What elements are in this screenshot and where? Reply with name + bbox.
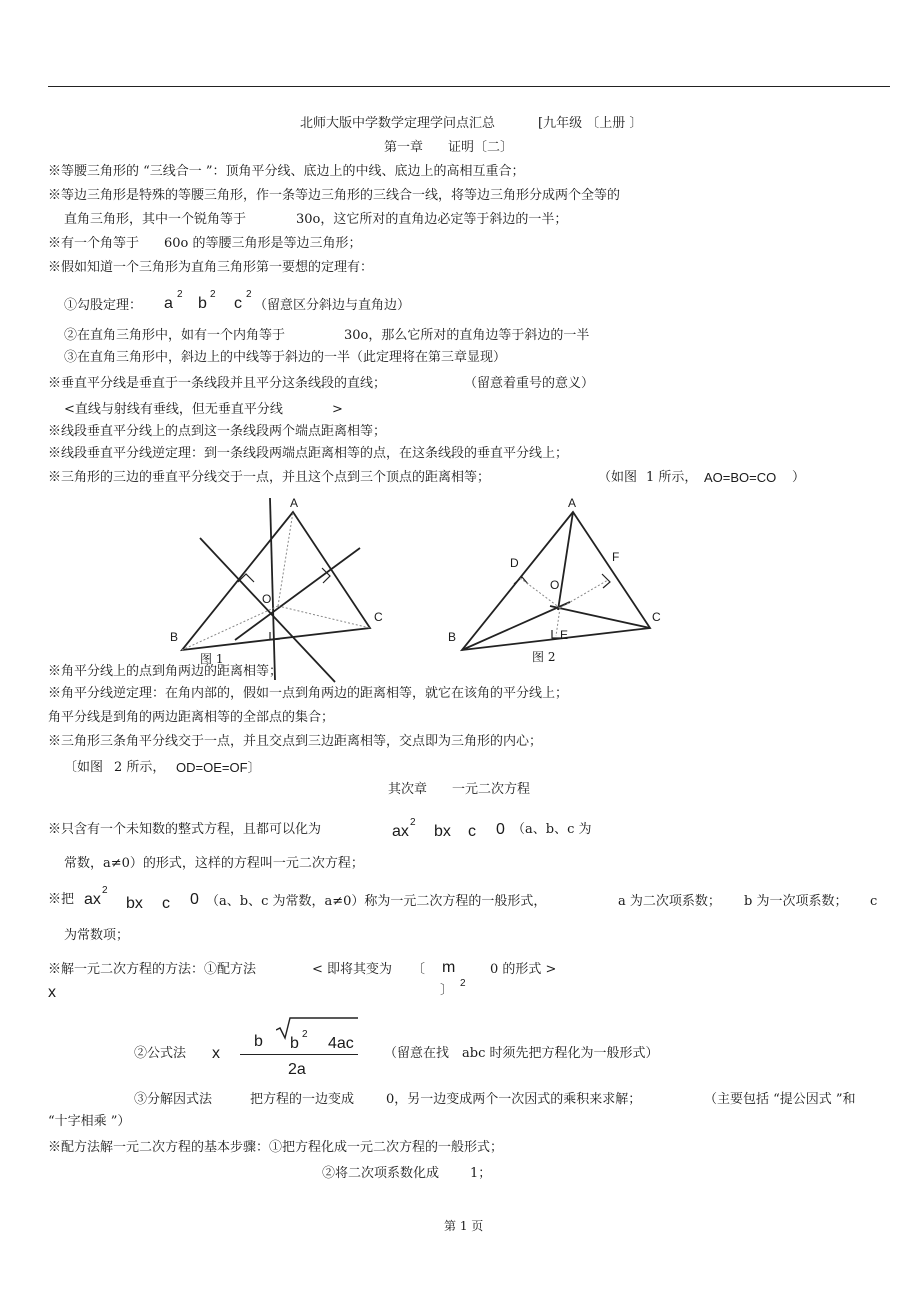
text-line: ※角平分线上的点到角两边的距离相等； bbox=[48, 664, 283, 679]
text-line: ※有一个角等于 bbox=[48, 236, 140, 251]
text-line: 1； bbox=[470, 1166, 492, 1181]
vertex-label-a: A bbox=[568, 496, 577, 510]
segment-bo bbox=[182, 606, 278, 650]
formula-numerator-b: b bbox=[254, 1033, 263, 1050]
formula-c: c bbox=[162, 895, 170, 912]
segment-co bbox=[278, 606, 370, 628]
text-line: 30o，这它所对的直角边必定等于斜边的一半； bbox=[296, 212, 568, 227]
text-line: 把方程的一边变成 bbox=[250, 1092, 355, 1107]
text-line: abc 时须先把方程化为一般形式） bbox=[462, 1046, 659, 1061]
text-line: ③分解因式法 bbox=[134, 1092, 213, 1107]
center-label-o: O bbox=[262, 592, 272, 606]
text-line: ③在直角三角形中，斜边上的中线等于斜边的一半（此定理将在第三章显现） bbox=[64, 350, 507, 365]
text-line: 0，另一边变成两个一次因式的乘积来求解； bbox=[386, 1092, 642, 1107]
triangle-abc bbox=[182, 512, 370, 650]
formula-a: a bbox=[164, 295, 173, 312]
text-line: < 即将其变为 bbox=[312, 962, 393, 977]
text-line: 直角三角形，其中一个锐角等于 bbox=[64, 212, 247, 227]
formula-c: c bbox=[234, 295, 242, 312]
chapter1-heading-b: 证明〔二〕 bbox=[448, 140, 514, 155]
text-line: 〕 bbox=[440, 983, 454, 998]
formula-b: b bbox=[198, 295, 207, 312]
formula-exponent: 2 bbox=[246, 289, 252, 300]
figure-2 bbox=[440, 490, 680, 670]
formula-zero: 0 bbox=[496, 821, 505, 838]
text-line: 1 所示， bbox=[646, 470, 698, 485]
vertex-label-b: B bbox=[170, 630, 179, 644]
vertex-label-c: C bbox=[652, 610, 661, 624]
formula-exponent: 2 bbox=[302, 1029, 308, 1040]
page-number: 第 1 页 bbox=[444, 1219, 484, 1233]
text-line: <直线与射线有垂线，但无垂直平分线 bbox=[64, 402, 283, 417]
text-line: ※配方法解一元二次方程的基本步骤：①把方程化成一元二次方程的一般形式； bbox=[48, 1140, 504, 1155]
text-line: “十字相乘 ”） bbox=[48, 1114, 131, 1129]
formula-x: x bbox=[48, 984, 56, 1001]
header-rule bbox=[48, 86, 890, 87]
text-line: OD=OE=OF〕 bbox=[176, 760, 261, 775]
formula-exponent: 2 bbox=[177, 289, 183, 300]
formula-bx: bx bbox=[126, 895, 143, 912]
method-label: ②公式法 bbox=[134, 1046, 187, 1061]
formula-4ac: 4ac bbox=[328, 1035, 354, 1052]
text-line: ※假如知道一个三角形为直角三角形第一要想的定理有： bbox=[48, 260, 374, 275]
right-angle-mark bbox=[514, 577, 528, 584]
text-line: ②将二次项系数化成 bbox=[322, 1166, 440, 1181]
chapter2-heading-b: 一元二次方程 bbox=[452, 782, 531, 797]
formula-2a: 2a bbox=[288, 1061, 306, 1078]
text-line: ②在直角三角形中，如有一个内角等于 bbox=[64, 328, 286, 343]
formula-ax: ax bbox=[84, 891, 101, 908]
formula-bx: bx bbox=[434, 823, 451, 840]
segment-of bbox=[560, 580, 608, 608]
text-line: ※垂直平分线是垂直于一条线段并且平分这条线段的直线； bbox=[48, 376, 387, 391]
formula-zero: 0 bbox=[190, 891, 199, 908]
text-line: ※把 bbox=[48, 892, 75, 907]
figure-2-caption: 图 2 bbox=[532, 650, 556, 664]
formula-exponent: 2 bbox=[102, 885, 108, 896]
text-line: （如图 bbox=[598, 470, 638, 485]
foot-label-d: D bbox=[510, 556, 519, 570]
text-line: 〔 bbox=[412, 962, 426, 977]
vertex-label-c: C bbox=[374, 610, 383, 624]
formula-b: b bbox=[290, 1035, 299, 1052]
text-line: 0 的形式 > bbox=[490, 962, 557, 977]
angle-bisector-c bbox=[550, 606, 650, 628]
figure-1-caption: 图 1 bbox=[200, 652, 224, 666]
text-line: （留意着重号的意义） bbox=[464, 376, 595, 391]
pythagoras-label: ①勾股定理： bbox=[64, 298, 143, 313]
formula-x: x bbox=[212, 1045, 220, 1062]
vertex-label-b: B bbox=[448, 630, 457, 644]
text-line: ※角平分线逆定理：在角内部的，假如一点到角两边的距离相等，就它在该角的平分线上； bbox=[48, 686, 569, 701]
text-line: ※三角形的三边的垂直平分线交于一点，并且这个点到三个顶点的距离相等； bbox=[48, 470, 491, 485]
text-line: （a、b、c 为 bbox=[512, 822, 592, 837]
text-line: ※解一元二次方程的方法：①配方法 bbox=[48, 962, 257, 977]
formula-exponent: 2 bbox=[210, 289, 216, 300]
text-line: （留意区分斜边与直角边） bbox=[254, 298, 411, 313]
text-line: 60o 的等腰三角形是等边三角形； bbox=[164, 236, 362, 251]
text-line: ※等腰三角形的 “三线合一 ”：顶角平分线、底边上的中线、底边上的高相互重合； bbox=[48, 164, 525, 179]
text-line: 2 所示， bbox=[114, 760, 166, 775]
doc-title: 北师大版中学数学定理学问点汇总 bbox=[300, 116, 496, 131]
text-line: （主要包括 “提公因式 ”和 bbox=[704, 1092, 856, 1107]
text-line: 常数，a≠0）的形式，这样的方程叫一元二次方程； bbox=[64, 856, 364, 871]
vertex-label-a: A bbox=[290, 496, 299, 510]
formula-exponent: 2 bbox=[410, 817, 416, 828]
center-label-o: O bbox=[550, 578, 560, 592]
text-line: > bbox=[332, 402, 343, 417]
text-line: c bbox=[870, 894, 878, 909]
formula-m: m bbox=[442, 959, 456, 976]
figure-1 bbox=[160, 490, 420, 690]
text-line: ※线段垂直平分线上的点到这一条线段两个端点距离相等； bbox=[48, 424, 387, 439]
text-line: （留意在找 bbox=[384, 1046, 450, 1061]
segment-ao bbox=[278, 512, 293, 606]
perpendicular-bisector-bc bbox=[270, 498, 275, 680]
text-line: b 为一次项系数； bbox=[744, 894, 848, 909]
text-line: 〔如图 bbox=[64, 760, 104, 775]
text-line: AO=BO=CO bbox=[704, 470, 777, 485]
fraction-bar bbox=[240, 1054, 358, 1055]
text-line: 为常数项； bbox=[64, 928, 130, 943]
text-line: ※三角形三条角平分线交于一点，并且交点到三边距离相等，交点即为三角形的内心； bbox=[48, 734, 543, 749]
formula-c: c bbox=[468, 823, 476, 840]
formula-exponent: 2 bbox=[460, 978, 466, 989]
foot-label-e: E bbox=[560, 628, 569, 642]
text-line: a 为二次项系数； bbox=[618, 894, 721, 909]
text-line: ※只含有一个未知数的整式方程，且都可以化为 bbox=[48, 822, 322, 837]
formula-ax: ax bbox=[392, 823, 409, 840]
chapter1-heading-a: 第一章 bbox=[384, 140, 424, 155]
text-line: 30o，那么它所对的直角边等于斜边的一半 bbox=[344, 328, 590, 343]
text-line: ※等边三角形是特殊的等腰三角形，作一条等边三角形的三线合一线，将等边三角形分成两个全等的 bbox=[48, 188, 621, 203]
doc-grade: [九年级 〔上册 〕 bbox=[538, 116, 643, 131]
chapter2-heading-a: 其次章 bbox=[388, 782, 428, 797]
text-line: ※线段垂直平分线逆定理：到一条线段两端点距离相等的点，在这条线段的垂直平分线上； bbox=[48, 446, 569, 461]
foot-label-f: F bbox=[612, 550, 620, 564]
text-line: 角平分线是到角的两边距离相等的全部点的集合； bbox=[48, 710, 335, 725]
text-line: （a、b、c 为常数，a≠0）称为一元二次方程的一般形式， bbox=[206, 894, 547, 909]
text-line: ） bbox=[792, 470, 806, 485]
